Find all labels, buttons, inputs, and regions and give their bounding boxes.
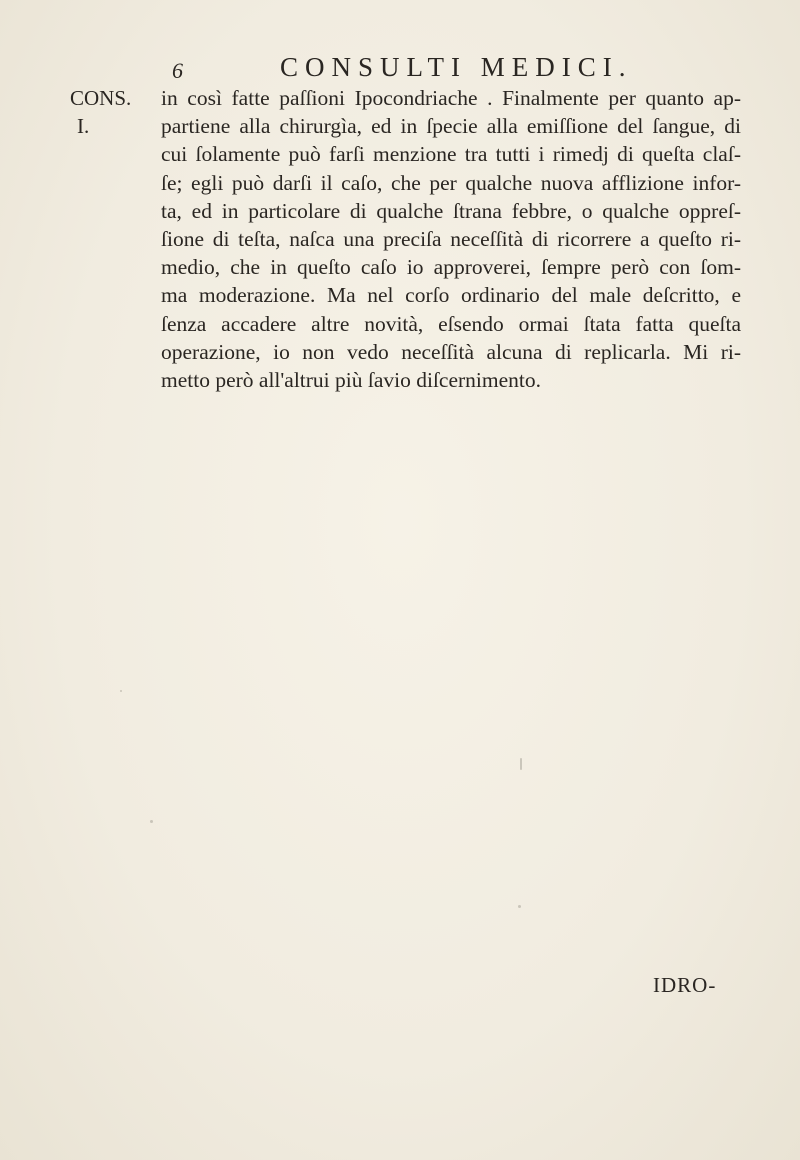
body-paragraph bbox=[161, 84, 741, 394]
text-line: ſenza accadere altre novità, eſsendo ormai ſtata fatta queſta bbox=[161, 311, 741, 336]
margin-note-line: CONS. bbox=[70, 86, 132, 110]
page-title: CONSULTI MEDICI. bbox=[280, 52, 633, 82]
text-line: ma moderazione. Ma nel corſo ordinario del male deſcritto, e bbox=[161, 283, 741, 308]
text-line: medio, che in queſto caſo io approverei, ſempre però con ſom- bbox=[161, 255, 741, 280]
paper-speck bbox=[150, 820, 153, 823]
text-line: ſe; egli può darſi il caſo, che per qualche nuova afflizione infor- bbox=[161, 170, 741, 195]
text-line: in così fatte paſſioni Ipocondriache . Finalmente per quanto ap- bbox=[161, 86, 741, 110]
paper-speck bbox=[120, 690, 122, 692]
text-line: partiene alla chirurgìa, ed in ſpecie alla emiſſione del ſangue, di bbox=[161, 114, 741, 139]
text-line: metto però all'altrui più ſavio diſcernimento. bbox=[161, 367, 542, 392]
text-line: ta, ed in particolare di qualche ſtrana febbre, o qualche oppreſ- bbox=[161, 198, 741, 223]
text-line: cui ſolamente può farſi menzione tra tutti i rimedj di queſta claſ- bbox=[161, 142, 741, 167]
text-line: ſione di teſta, naſca una preciſa neceſſità di ricorrere a queſto ri- bbox=[161, 226, 741, 251]
text-line: operazione, io non vedo neceſſità alcuna di replicarla. Mi ri- bbox=[161, 339, 741, 364]
margin-note bbox=[70, 84, 154, 140]
paper-speck bbox=[520, 758, 522, 770]
catchword: IDRO- bbox=[653, 973, 717, 997]
margin-note-line: I. bbox=[77, 114, 90, 138]
page-number: 6 bbox=[172, 58, 183, 83]
paper-speck bbox=[518, 905, 521, 908]
